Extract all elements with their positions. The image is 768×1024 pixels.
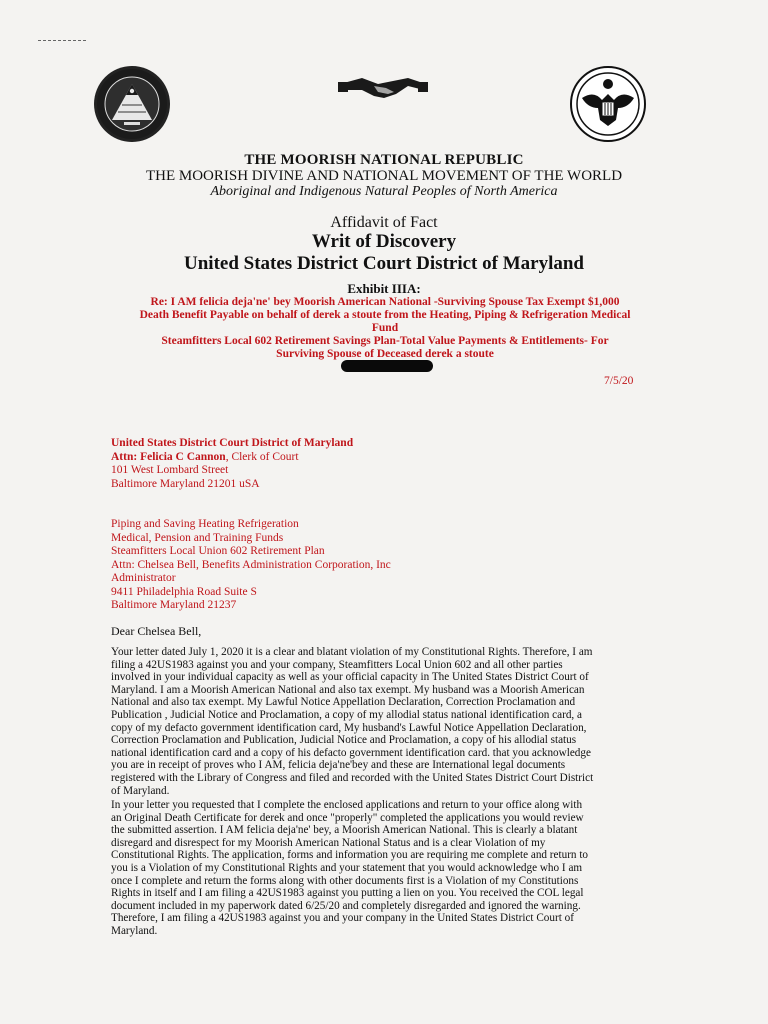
address-line: 9411 Philadelphia Road Suite S (111, 585, 257, 598)
re-line: Steamfitters Local 602 Retirement Savings Plan-Total Value Payments & Entitlements- For (161, 335, 609, 347)
paragraph-line: Maryland. I am a Moorish American National and also tax exempt. My husband was a Moorish American (111, 683, 585, 696)
address-line: Steamfitters Local Union 602 Retirement Plan (111, 545, 325, 557)
exhibit-label: Exhibit IIIA: (347, 281, 421, 296)
recipient-plan-address (111, 518, 391, 613)
aboriginal-subheading: Aboriginal and Indigenous Natural Peoples of North America (210, 184, 558, 199)
paragraph-line: registered with the Library of Congress and filed and recorded with the United States District Court District (111, 771, 594, 784)
paragraph-line: National and also tax exempt. My Lawful Notice Appellation Declaration, Correction Proclamation and (111, 696, 576, 709)
handshake-icon (338, 70, 428, 104)
republic-heading: THE MOORISH NATIONAL REPUBLIC (244, 152, 524, 168)
recipient-street: 101 West Lombard Street (111, 464, 229, 476)
paragraph-line: you is a Violation of my Constitutional Rights and your statement that you would acknowledge who I am (111, 861, 583, 874)
address-line: Piping and Saving Heating Refrigeration (111, 518, 299, 530)
pyramid-seal-icon (94, 66, 170, 142)
paragraph-line: Rights in itself and I am filing a 42US1983 against you putting a lien on you. You received the COL legal (111, 887, 584, 900)
address-line: Baltimore Maryland 21237 (111, 599, 237, 611)
re-subject-block (120, 296, 650, 361)
paragraph-line: disregard and disrespect for my Moorish American National Status and is a clear Violation of my (111, 836, 546, 849)
paragraph-line: In your letter you requested that I complete the enclosed applications and return to your office along with (111, 799, 583, 811)
paragraph-line: the submitted assertion. I AM felicia deja'ne' bey, a Moorish American National. This is clearly a blatant (111, 824, 578, 837)
address-line: Administrator (111, 572, 176, 584)
paragraph-line: Therefore, I am filing a 42US1983 against you and your company in the United States District Court of (111, 912, 574, 925)
salutation: Dear Chelsea Bell, (111, 624, 202, 638)
paragraph-line: copy of my defacto government identification card, My husband's Lawful Notice Appellation Declaration, (111, 721, 587, 734)
re-line: Re: I AM felicia deja'ne' bey Moorish American National -Surviving Spouse Tax Exempt $1,000 (150, 296, 620, 308)
scan-artifact (38, 40, 86, 43)
letter-date: 7/5/20 (604, 375, 634, 387)
paragraph-line: national identification card and a copy of his defacto government identification card. that you acknowledge (111, 746, 591, 759)
movement-heading: THE MOORISH DIVINE AND NATIONAL MOVEMENT OF THE WORLD (145, 168, 623, 184)
paragraph-line: an Original Death Certificate for derek and once "properly" completed the applications you would review (111, 811, 584, 824)
body-paragraph-1 (111, 646, 659, 797)
recipient-attn-line (111, 451, 353, 465)
paragraph-line: Constitutional Rights. The application, forms and information you are requiring me complete and return to (111, 849, 589, 862)
paragraph-line: involved in your individual capacity as well as your official capacity in The United States District Court of (111, 671, 589, 684)
re-line: Death Benefit Payable on behalf of derek a stoute from the Heating, Piping & Refrigeration Medical (139, 309, 631, 321)
attn-name: Attn: Felicia C Cannon (111, 450, 226, 463)
paragraph-line: you are in receipt of proves who I AM, felicia deja'ne'bey and these are International legal documents (111, 759, 566, 772)
paragraph-line: document included in my paperwork dated 6/25/20 and completely disregarded and ignored the warning. (111, 899, 581, 912)
paragraph-line: Publication , Judicial Notice and Proclamation, a copy of my allodial status national identification card, a (111, 708, 582, 721)
paragraph-line: Correction Proclamation and Publication, Judicial Notice and Proclamation, a copy of his allodial status (111, 734, 577, 747)
recipient-city: Baltimore Maryland 21201 uSA (111, 477, 260, 490)
eagle-seal-icon (570, 66, 646, 142)
re-line: Surviving Spouse of Deceased derek a stoute (276, 348, 494, 360)
recipient-court-name: United States District Court District of Maryland (111, 437, 354, 449)
attn-title: , Clerk of Court (225, 450, 299, 463)
body-paragraph-2 (111, 799, 659, 938)
writ-title: Writ of Discovery (311, 231, 457, 252)
paragraph-line: Your letter dated July 1, 2020 it is a clear and blatant violation of my Constitutional Rights. Therefore, I am (111, 646, 593, 658)
address-line: Attn: Chelsea Bell, Benefits Administration Corporation, Inc (111, 558, 391, 571)
paragraph-line: once I complete and return the forms along with other documents first is a Violation of my Constitutions (111, 874, 579, 887)
court-title: United States District Court District of Maryland (184, 253, 584, 274)
redaction-mark (341, 360, 433, 372)
paragraph-line: of Maryland. (111, 784, 170, 797)
recipient-court-address (111, 437, 353, 491)
re-line: Fund (371, 322, 399, 334)
paragraph-line: filing a 42US1983 against you and your company, Steamfitters Local Union 602 and all other parties (111, 658, 563, 671)
affidavit-title: Affidavit of Fact (330, 214, 438, 231)
address-line: Medical, Pension and Training Funds (111, 531, 284, 544)
paragraph-line: Maryland. (111, 924, 158, 937)
